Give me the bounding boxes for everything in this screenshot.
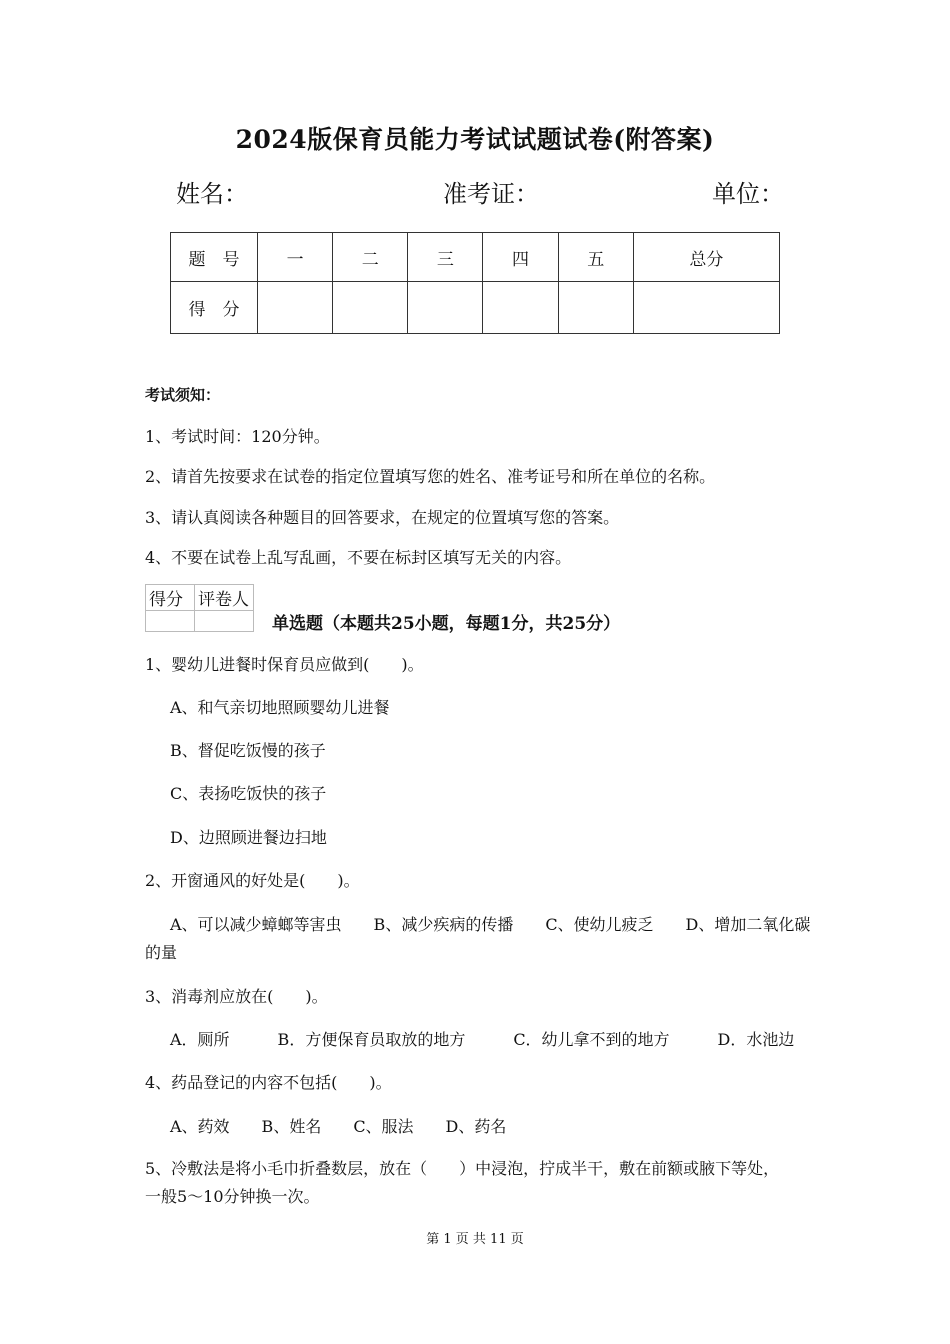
grader-score-label: 得分 <box>146 585 195 611</box>
score-table-row-header: 题 号 <box>171 233 258 282</box>
grader-reviewer-label: 评卷人 <box>195 585 254 611</box>
score-table <box>170 232 780 334</box>
question-option: B、督促吃饭慢的孩子 <box>170 741 326 760</box>
question-options-line: 的量 <box>145 943 178 962</box>
score-table-column-header: 四 <box>483 233 558 282</box>
notice-title: 考试须知： <box>145 386 221 404</box>
score-cell[interactable] <box>483 282 558 334</box>
score-cell[interactable] <box>408 282 483 334</box>
question-stem: 3、消毒剂应放在( )。 <box>145 987 328 1006</box>
notice-item: 1、考试时间：120分钟。 <box>145 427 330 446</box>
score-table-header-row <box>171 233 780 282</box>
page-title: 2024版保育员能力考试试题试卷(附答案) <box>235 125 715 154</box>
question-stem: 一般5～10分钟换一次。 <box>145 1187 320 1206</box>
exam-number-field-label: 准考证： <box>443 180 539 208</box>
notice-item: 4、不要在试卷上乱写乱画，不要在标封区填写无关的内容。 <box>145 548 572 567</box>
question-option: C、表扬吃饭快的孩子 <box>170 784 327 803</box>
score-table-column-header: 总分 <box>633 233 779 282</box>
question-stem: 1、婴幼儿进餐时保育员应做到( )。 <box>145 655 424 674</box>
score-table-column-header: 二 <box>333 233 408 282</box>
question-options-line: A．厕所 B．方便保育员取放的地方 C．幼儿拿不到的地方 D．水池边 <box>170 1030 795 1049</box>
question-stem: 4、药品登记的内容不包括( )。 <box>145 1073 392 1092</box>
question-stem: 2、开窗通风的好处是( )。 <box>145 871 360 890</box>
question-options-line: A、可以减少蟑螂等害虫 B、减少疾病的传播 C、使幼儿疲乏 D、增加二氧化碳 <box>170 915 811 934</box>
question-option: D、边照顾进餐边扫地 <box>170 828 327 847</box>
name-field-label: 姓名： <box>176 180 248 208</box>
page-footer: 第 1 页 共 11 页 <box>426 1232 524 1247</box>
unit-field-label: 单位： <box>712 180 784 208</box>
question-option: A、和气亲切地照顾婴幼儿进餐 <box>170 698 390 717</box>
score-cell[interactable] <box>633 282 779 334</box>
question-stem: 5、冷敷法是将小毛巾折叠数层，放在（ ）中浸泡，拧成半干，敷在前额或腋下等处， <box>145 1159 780 1178</box>
notice-item: 3、请认真阅读各种题目的回答要求，在规定的位置填写您的答案。 <box>145 508 620 527</box>
section-title: 单选题（本题共25小题，每题1分，共25分） <box>272 614 621 634</box>
question-options-line: A、药效 B、姓名 C、服法 D、药名 <box>170 1117 507 1136</box>
score-cell[interactable] <box>333 282 408 334</box>
score-table-column-header: 一 <box>258 233 333 282</box>
score-table-column-header: 五 <box>558 233 633 282</box>
score-cell[interactable] <box>558 282 633 334</box>
score-table-column-header: 三 <box>408 233 483 282</box>
score-cell[interactable] <box>258 282 333 334</box>
grader-reviewer-cell[interactable] <box>195 611 254 632</box>
score-table-row-header: 得 分 <box>171 282 258 334</box>
grader-score-cell[interactable] <box>146 611 195 632</box>
notice-item: 2、请首先按要求在试卷的指定位置填写您的姓名、准考证号和所在单位的名称。 <box>145 467 716 486</box>
grader-box <box>145 584 254 632</box>
score-table-score-row <box>171 282 780 334</box>
